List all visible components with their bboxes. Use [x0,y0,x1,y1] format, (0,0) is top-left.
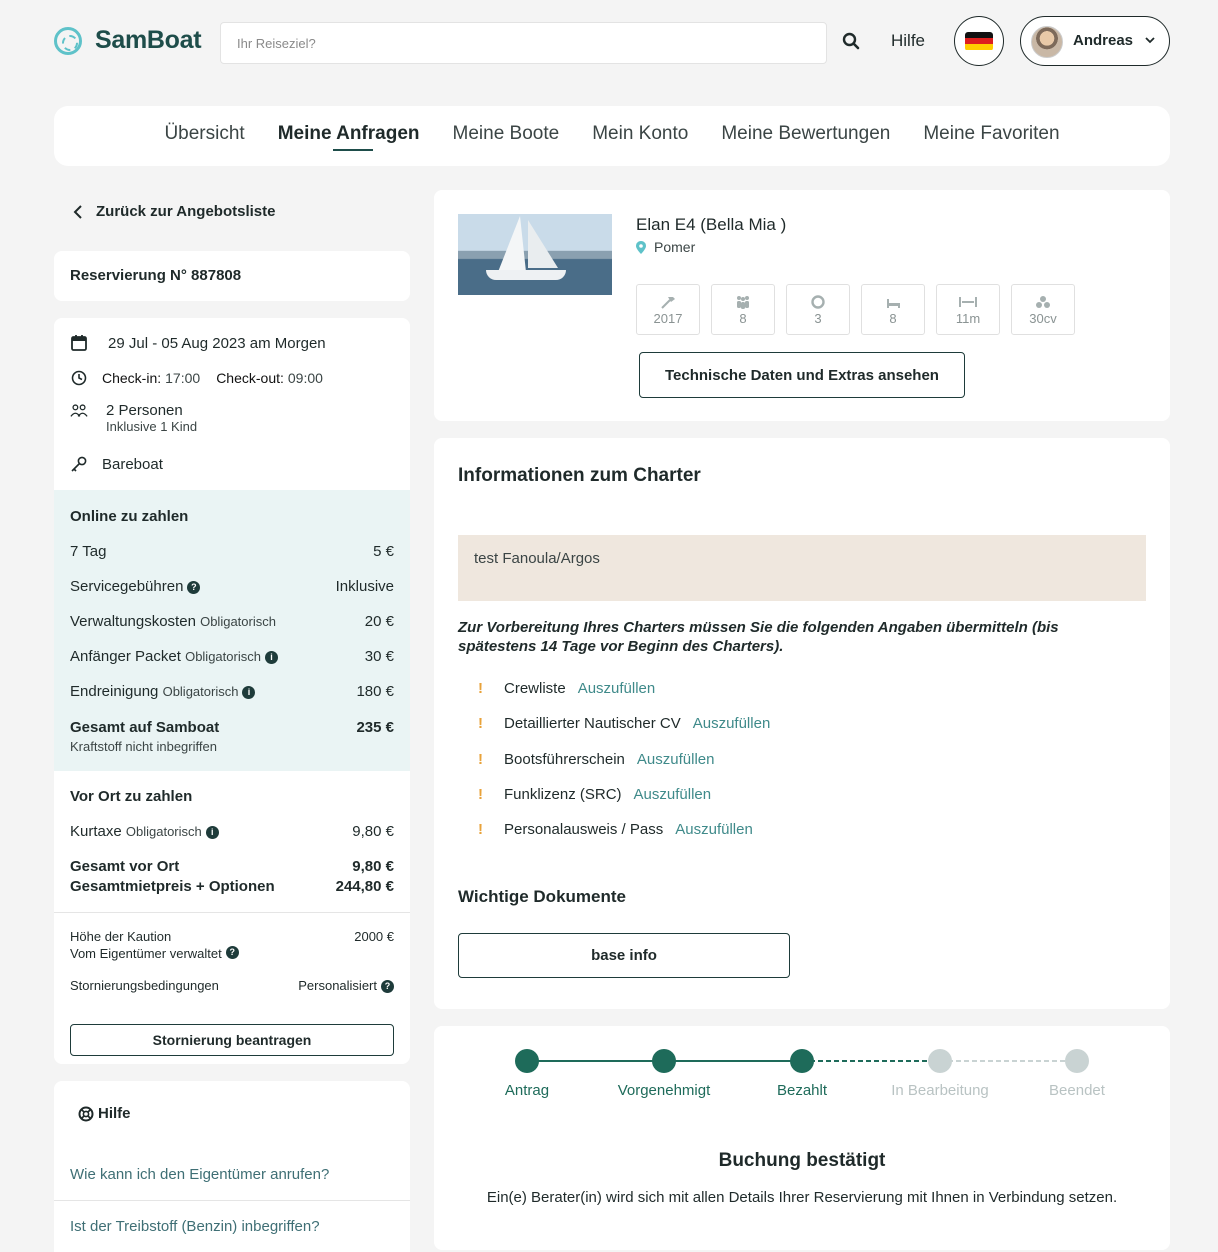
price-row-value: Inklusive [335,578,394,595]
spec-cabins [786,284,850,335]
booking-confirmed-text: Ein(e) Berater(in) wird sich mit allen Details Ihrer Reservierung mit Ihnen in Verbindung setzen. [486,1189,1118,1206]
request-cancellation-button[interactable]: Stornierung beantragen [70,1024,394,1056]
help-title: Hilfe [98,1105,131,1122]
fill-in-link[interactable]: Auszufüllen [692,715,771,732]
brand-logo-text[interactable]: SamBoat [95,26,202,54]
spec-value: 8 [889,311,897,326]
chevron-down-icon [1144,34,1156,46]
tab-my-requests[interactable]: Meine Anfragen [278,106,420,166]
boat-location [636,239,695,255]
grand-total-row [70,878,394,895]
requirement-label: Bootsführerschein [504,751,625,768]
tourist-tax-value: 9,80 € [352,823,394,840]
help-link[interactable]: Hilfe [891,31,926,50]
step-label: Bezahlt [776,1082,828,1099]
divider [54,912,410,913]
back-link-label: Zurück zur Angebotsliste [96,203,276,220]
step-dot-done [515,1049,539,1073]
clock-icon [70,369,88,387]
fill-in-link[interactable]: Auszufüllen [633,786,712,803]
grand-total-value: 244,80 € [335,878,394,895]
deposit-managed-text: Vom Eigentümer verwaltet [70,946,222,961]
step-dot-pending [928,1049,952,1073]
price-row [70,578,394,595]
mandatory-tag: Obligatorisch [162,684,239,699]
price-row-label: Endreinigung [70,683,159,700]
requirement-label: Crewliste [504,680,566,697]
reservation-details-card [54,318,410,1064]
help-title-row [78,1105,131,1122]
technical-details-button[interactable]: Technische Daten und Extras ansehen [639,352,965,398]
online-total-label: Gesamt auf Samboat [70,719,220,736]
spec-year [636,284,700,335]
spec-capacity [711,284,775,335]
important-documents-title: Wichtige Dokumente [458,887,626,906]
language-selector[interactable] [954,16,1004,66]
checkin-label: Check-in: [102,370,162,386]
tab-overview[interactable]: Übersicht [164,123,245,144]
deposit-label: Höhe der Kaution [70,929,172,944]
charter-note: test Fanoula/Argos [458,535,1146,601]
requirement-item [478,821,753,838]
step-dot-done [652,1049,676,1073]
step-label: Antrag [504,1082,550,1099]
cabin-icon [809,295,827,309]
deposit-value: 2000 € [354,929,394,944]
charter-info-title: Informationen zum Charter [458,465,701,486]
persons-subtext: Inklusive 1 Kind [106,419,198,434]
checkout-label: Check-out: [216,370,284,386]
price-row [70,613,394,630]
charter-type-row [70,455,163,473]
warning-icon: ! [478,821,483,838]
booking-confirmed-title: Buchung bestätigt [718,1150,886,1171]
cancellation-value: Personalisiert [298,978,377,993]
price-row-label: 7 Tag [70,543,107,560]
checkin-time: 17:00 [165,370,201,386]
persons-text: 2 Personen [106,402,183,419]
lifebuoy-icon [78,1106,94,1122]
divider [54,1200,410,1201]
back-to-offers-link[interactable] [72,203,275,220]
checkin-row [70,369,323,387]
tab-my-favorites[interactable]: Meine Favoriten [923,123,1060,144]
samboat-logo-icon[interactable] [54,27,82,55]
bed-icon [884,295,902,309]
help-question-link[interactable]: Ist der Treibstoff (Benzin) inbegriffen? [70,1218,320,1235]
online-total-row [70,719,394,736]
help-question-link[interactable]: Wie kann ich den Eigentümer anrufen? [70,1166,330,1183]
charter-info-card [434,438,1170,1009]
charter-type-text: Bareboat [102,455,163,473]
reservation-title: Reservierung N° 887808 [70,267,242,284]
deposit-sub-row [70,946,394,961]
info-icon[interactable]: i [265,651,278,664]
boat-name[interactable]: Elan E4 (Bella Mia ) [636,215,787,234]
key-icon [70,455,88,473]
warning-icon: ! [478,751,483,768]
onsite-total-label: Gesamt vor Ort [70,858,180,875]
calendar-icon [70,334,88,352]
step-label: Beendet [1049,1082,1105,1099]
onsite-total-value: 9,80 € [352,858,394,875]
booking-status-card [434,1026,1170,1250]
mandatory-tag: Obligatorisch [125,824,202,839]
online-payment-section [54,490,410,771]
spec-berths [861,284,925,335]
mandatory-tag: Obligatorisch [200,614,276,629]
grand-total-label: Gesamtmietpreis + Optionen [70,878,275,895]
requirement-label: Personalausweis / Pass [504,821,664,838]
checkout-time: 09:00 [287,370,323,386]
cancellation-label: Stornierungsbedingungen [70,978,219,993]
length-icon [959,295,977,309]
help-card [54,1081,410,1252]
spec-value: 11m [955,311,981,326]
onsite-section-title: Vor Ort zu zahlen [70,788,193,805]
step-label: In Bearbeitung [891,1082,989,1099]
online-total-value: 235 € [356,719,394,736]
info-icon[interactable]: i [206,826,219,839]
tab-my-reviews[interactable]: Meine Bewertungen [721,123,891,144]
warning-icon: ! [478,680,483,697]
step-dot-pending [1065,1049,1089,1073]
requirement-item [478,715,770,732]
deposit-row [70,929,394,944]
engine-icon [1034,295,1052,309]
boat-location-text: Pomer [654,239,696,255]
hammer-icon [659,295,677,309]
persons-row [70,402,197,434]
warning-icon: ! [478,715,483,732]
fill-in-link[interactable]: Auszufüllen [636,751,715,768]
requirement-label: Detaillierter Nautischer CV [504,715,681,732]
spec-value: 8 [739,311,747,326]
search-icon[interactable] [842,32,860,50]
help-question-icon[interactable]: ? [187,581,200,594]
step-label: Vorgenehmigt [617,1082,711,1099]
people-icon [734,295,752,309]
spec-length [936,284,1000,335]
price-row [70,648,394,665]
price-row [70,543,394,560]
mandatory-tag: Obligatorisch [185,649,261,664]
people-icon [70,402,88,420]
fill-in-link[interactable]: Auszufüllen [577,680,656,697]
fuel-note-text: Kraftstoff nicht inbegriffen [70,739,217,754]
spec-engine [1011,284,1075,335]
info-icon[interactable]: i [242,686,255,699]
price-row-value: 30 € [364,648,394,665]
step-dot-done [790,1049,814,1073]
price-row [70,683,394,700]
dates-text: 29 Jul - 05 Aug 2023 am Morgen [108,334,326,352]
boat-photo[interactable] [458,214,612,295]
requirement-item [478,786,711,803]
reservation-number-card [54,251,410,301]
spec-value: 30cv [1029,311,1057,326]
user-name: Andreas [1073,32,1134,49]
price-row-label: Verwaltungskosten [70,613,196,630]
fuel-note [70,739,394,754]
help-question-icon[interactable]: ? [226,946,239,959]
price-row-label: Anfänger Packet [70,648,181,665]
base-info-document-button[interactable]: base info [458,933,790,978]
tourist-tax-label: Kurtaxe [70,823,122,840]
price-row-label: Servicegebühren [70,578,184,595]
price-row-value: 180 € [356,683,394,700]
location-pin-icon [636,241,646,254]
destination-search-input[interactable] [220,22,827,64]
online-section-title: Online zu zahlen [70,508,189,525]
requirement-item [478,680,655,697]
price-row-value: 5 € [373,543,394,560]
warning-icon: ! [478,786,483,803]
cancellation-row [70,978,394,993]
fill-in-link[interactable]: Auszufüllen [675,821,753,838]
onsite-total-row [70,858,394,875]
top-header [0,0,1218,88]
dates-row [70,334,326,352]
avatar [1031,26,1063,58]
spec-value: 2017 [653,311,683,326]
user-menu-button[interactable] [1020,16,1170,66]
requirement-item [478,751,714,768]
requirement-label: Funklizenz (SRC) [504,786,622,803]
help-question-icon[interactable]: ? [381,980,394,993]
tab-my-boats[interactable]: Meine Boote [452,123,560,144]
tourist-tax-row [70,823,394,840]
tab-my-account[interactable]: Mein Konto [592,123,689,144]
preparation-instructions: Zur Vorbereitung Ihres Charters müssen Sie die folgenden Angaben übermitteln (bis spätestens 14 Tage vor Beginn des Charters). [458,619,1059,655]
account-tabs [54,106,1170,166]
boat-summary-card [434,190,1170,421]
chevron-left-icon [72,204,86,220]
german-flag-icon [965,32,993,51]
spec-value: 3 [814,311,822,326]
price-row-value: 20 € [364,613,394,630]
